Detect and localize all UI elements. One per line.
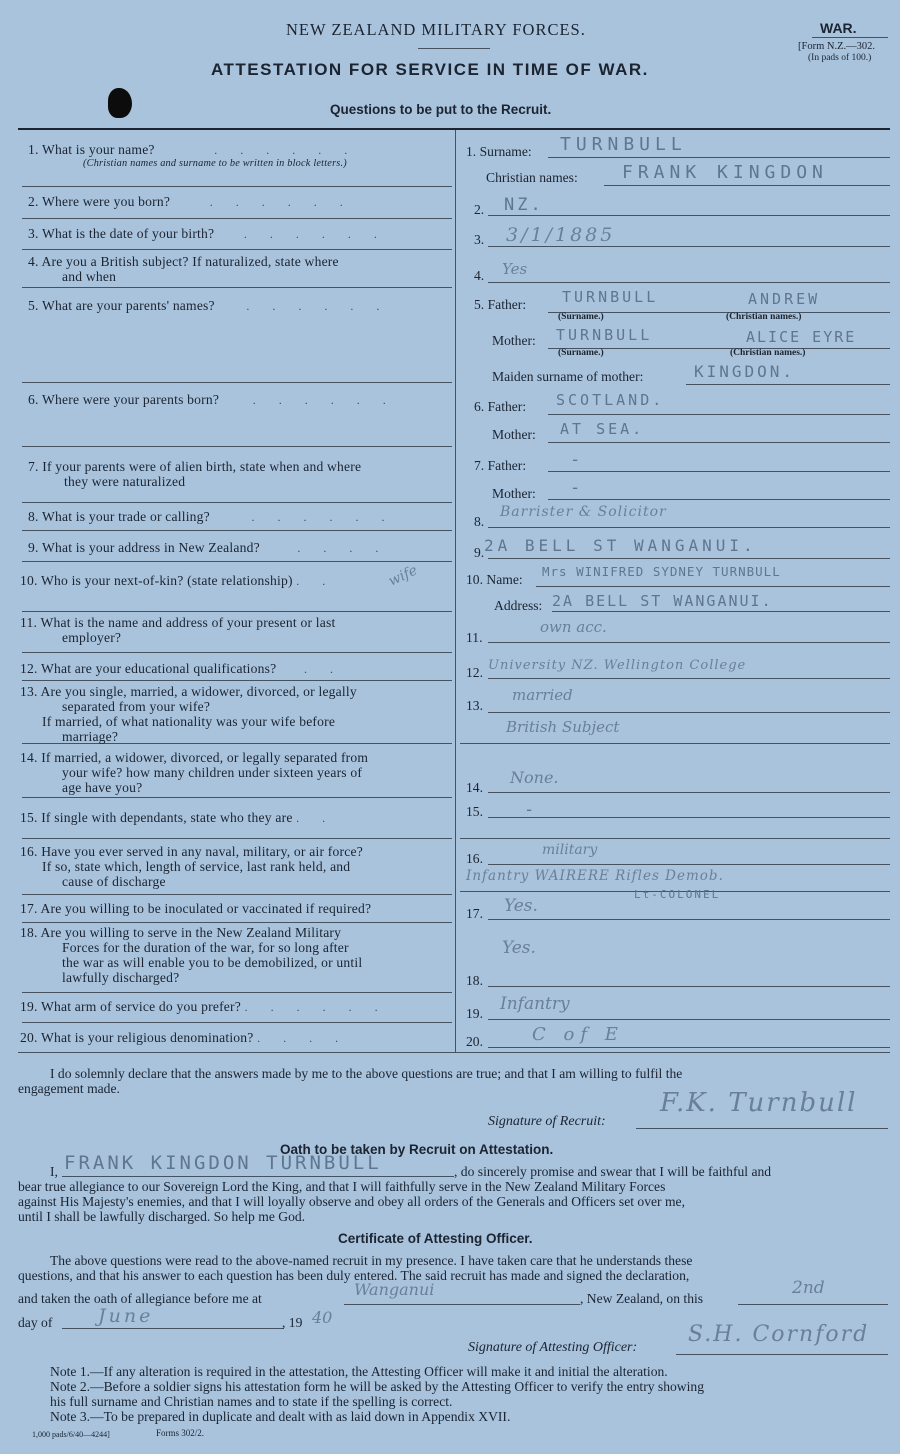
q-num: 10. [20,573,38,588]
question-7 [28,459,448,489]
footer-forms: Forms 302/2. [156,1428,205,1438]
q-note: (Christian names and surname to be written in block letters.) [83,158,347,169]
question-4 [28,254,448,284]
oath-line-3: against His Majesty's enemies, and that I will loyally observe and obey all orders of the Generals and Officers set over me, [18,1194,685,1209]
q-text: What are your parents' names? [41,298,215,313]
question-3 [28,226,448,242]
q-text: If your parents were of alien birth, state when and where [42,459,362,474]
q-num: 6. [28,392,39,407]
answer-wife-nationality[interactable]: British Subject [506,718,620,736]
q-num: 9. [28,540,39,555]
top-thick-rule [18,128,890,130]
answer-rule [488,986,890,987]
label-7-father: 7. Father: [474,458,527,473]
label-christian: Christian names: [486,170,578,185]
q-num: 20. [20,1030,38,1045]
q-text: cause of discharge [62,874,166,889]
answer-rule [488,246,890,247]
header-war: WAR. [820,20,857,36]
war-rule [812,37,888,38]
question-18 [20,925,450,985]
q-rule [22,446,452,447]
answer-rule [686,384,890,385]
answer-british[interactable]: Yes [502,260,528,278]
answer-rule [488,558,890,559]
answer-arm[interactable]: Infantry [500,994,570,1014]
label-mother-surname: (Surname.) [558,348,604,358]
q-text: Who is your next-of-kin? (state relationship) [40,573,293,588]
answer-mother-christian[interactable]: ALICE EYRE [746,328,857,346]
oath-name-rule [62,1176,454,1177]
q-rule [22,1022,452,1023]
label-20: 20. [466,1034,483,1049]
leader-dots: . . . . . . [246,299,390,313]
leader-dots: . . [296,574,336,588]
answer-address[interactable]: 2A BELL ST WANGANUI. [484,536,757,555]
answer-father-surname[interactable]: TURNBULL [562,288,659,306]
question-17 [20,901,450,916]
q-text: What is the date of your birth? [41,226,215,241]
q-rule [22,611,452,612]
q-text: What is the name and address of your present or last [40,615,336,630]
answer-dependants[interactable]: - [524,800,538,820]
q-rule [22,894,452,895]
answer-maiden[interactable]: KINGDON. [694,362,796,381]
answer-trade[interactable]: Barrister & Solicitor [500,504,667,520]
question-11 [20,615,450,645]
answer-service-rank[interactable]: Lt-COLONEL [634,888,721,901]
certificate-month-rule [62,1328,284,1329]
answer-dob[interactable]: 3/1/1885 [506,224,616,246]
q-rule [22,561,452,562]
certificate-day-rule [738,1304,888,1305]
leader-dots: . . . . . . [251,510,395,524]
signature-officer-label: Signature of Attesting Officer: [468,1340,638,1355]
q-rule [22,680,452,681]
form-subtitle: Questions to be put to the Recruit. [330,102,552,117]
answer-christian[interactable]: FRANK KINGDON [622,162,828,183]
q-text: What is your address in New Zealand? [41,540,260,555]
question-5 [28,298,448,314]
answer-rule [488,712,890,713]
q-text: What are your educational qualifications? [40,661,277,676]
oath-recruit-name[interactable]: FRANK KINGDON TURNBULL [64,1152,382,1174]
label-14: 14. [466,780,483,795]
certificate-line-2: questions, and that his answer to each question has been duly entered. The said recruit has made and signed the declaration, [18,1268,690,1283]
label-15: 15. [466,804,483,819]
q-num: 3. [28,226,39,241]
label-4: 4. [474,268,485,283]
oath-i: I, [50,1164,58,1179]
answer-nok-name[interactable]: Mrs WINIFRED SYDNEY TURNBULL [542,564,781,579]
q-text: lawfully discharged? [62,970,180,985]
answer-rule [488,792,890,793]
q-num: 14. [20,750,38,765]
answer-children[interactable]: None. [510,768,559,787]
certificate-place-rule [344,1304,580,1305]
signature-recruit[interactable]: F.K. Turnbull [660,1088,858,1118]
q-rule [22,218,452,219]
q-text: What arm of service do you prefer? [40,999,241,1014]
answer-rule [488,1047,890,1048]
answer-rule [548,499,890,500]
answer-rule [488,282,890,283]
note-2b: his full surname and Christian names and to state if the spelling is correct. [50,1394,453,1409]
label-6-mother: Mother: [492,427,536,442]
q-num: 11. [20,615,38,630]
q-num: 17. [20,901,38,916]
nok-relationship: wife [386,562,420,590]
oath-line-1: , do sincerely promise and swear that I will be faithful and [454,1164,772,1179]
oath-title: Oath to be taken by Recruit on Attestation. [280,1142,554,1157]
note-3: Note 3.—To be prepared in duplicate and dealt with as laid down in Appendix XVII. [50,1409,511,1424]
answer-rule [488,215,890,216]
answer-mother-born[interactable]: AT SEA. [560,420,645,438]
q-rule [22,186,452,187]
note-1: Note 1.—If any alteration is required in the attestation, the Attesting Officer will make it and initial the alteration. [50,1364,668,1379]
q-text: Where were your parents born? [41,392,220,407]
answer-surname[interactable]: TURNBULL [560,134,687,155]
label-mother-christian: (Christian names.) [730,348,806,358]
header-org: NEW ZEALAND MILITARY FORCES. [286,20,586,39]
q-rule [22,797,452,798]
label-nok-address: Address: [494,598,543,613]
q-text: What is your trade or calling? [41,509,210,524]
question-19 [20,999,450,1015]
q-num: 19. [20,999,38,1014]
leader-dots: . . . . . . [214,143,358,157]
label-father: 5. Father: [474,297,527,312]
answer-alien-father[interactable]: - [570,450,584,470]
column-divider [455,130,456,1052]
q-num: 4. [28,254,39,269]
leader-dots: . . . . . . [243,227,387,241]
label-father-christian: (Christian names.) [726,312,802,322]
answer-education[interactable]: University NZ. Wellington College [488,658,747,673]
question-14 [20,750,450,795]
answer-mother-surname[interactable]: TURNBULL [556,326,653,344]
question-8 [28,509,448,525]
certificate-year[interactable]: 40 [312,1308,333,1327]
q-text: If married, of what nationality was your wife before [42,714,336,729]
q-rule [22,287,452,288]
ink-blot-icon [108,88,132,118]
form-title: ATTESTATION FOR SERVICE IN TIME OF WAR. [211,60,649,79]
signature-officer[interactable]: S.H. Cornford [688,1322,870,1347]
leader-dots: . . . . . . [244,1000,388,1014]
label-maiden: Maiden surname of mother: [492,369,644,384]
answer-rule [488,817,890,818]
certificate-day[interactable]: 2nd [792,1278,825,1298]
label-mother: Mother: [492,333,536,348]
label-12: 12. [466,665,483,680]
answer-rule [548,471,890,472]
certificate-line-3b: , New Zealand, on this [580,1291,704,1306]
declaration-line-2: engagement made. [18,1081,120,1096]
certificate-line-3a: and taken the oath of allegiance before me at [18,1291,262,1306]
label-16: 16. [466,851,483,866]
q-text: If single with dependants, state who they are [41,810,293,825]
q-num: 13. [20,684,38,699]
answer-service-detail[interactable]: Infantry WAIRERE Rifles Demob. [466,868,724,884]
signature-recruit-label: Signature of Recruit: [488,1114,606,1129]
label-3: 3. [474,232,485,247]
answer-father-christian[interactable]: ANDREW [748,290,821,308]
question-2 [28,194,448,210]
q-text: If married, a widower, divorced, or legally separated from [41,750,369,765]
label-nok-name: 10. Name: [466,572,523,587]
question-1 [28,142,448,170]
answer-religion[interactable]: C of E [532,1024,624,1045]
answer-born[interactable]: NZ. [504,195,544,215]
q-num: 15. [20,810,38,825]
q-text: Are you a British subject? If naturalized, state where [41,254,339,269]
q-text: age have you? [62,780,143,795]
answer-rule [548,157,890,158]
certificate-place[interactable]: Wanganui [354,1280,435,1299]
answer-willing[interactable]: Yes. [502,938,536,958]
leader-dots: . . [296,811,336,825]
q-text: Are you willing to be inoculated or vaccinated if required? [40,901,372,916]
label-2: 2. [474,202,485,217]
q-text: your wife? how many children under sixteen years of [62,765,363,780]
answer-service-type[interactable]: military [542,842,598,858]
leader-dots: . . [303,662,343,676]
leader-dots: . . . . [257,1031,349,1045]
label-11: 11. [466,630,483,645]
answer-rule [488,1019,890,1020]
q-text: If so, state which, length of service, last rank held, and [42,859,351,874]
answer-rule [488,919,890,920]
q-rule [22,652,452,653]
q-text: and when [62,269,117,284]
label-7-mother: Mother: [492,486,536,501]
q-text: What is your religious denomination? [40,1030,254,1045]
footer-print-run: 1,000 pads/6/40—4244] [32,1430,110,1439]
certificate-month[interactable]: June [98,1305,154,1327]
question-13 [20,684,450,744]
q-text: employer? [62,630,122,645]
label-19: 19. [466,1006,483,1021]
leader-dots: . . . . . . [252,393,396,407]
question-12 [20,661,450,677]
question-9 [28,540,448,556]
q-num: 16. [20,844,38,859]
answer-rule [536,586,890,587]
q-text: Are you single, married, a widower, divorced, or legally [40,684,357,699]
bottom-table-rule [18,1052,890,1053]
answer-rule [552,611,890,612]
q-text: separated from your wife? [62,699,211,714]
label-9: 9. [474,545,485,560]
answer-rule [548,414,890,415]
question-16 [20,844,450,889]
oath-line-4: until I shall be lawfully discharged. So help me God. [18,1209,306,1224]
certificate-title: Certificate of Attesting Officer. [338,1231,533,1246]
q-rule [22,382,452,383]
answer-rule [488,864,890,865]
question-6 [28,392,448,408]
q-text: Have you ever served in any naval, military, or air force? [41,844,363,859]
q-text: Forces for the duration of the war, for so long after [62,940,349,955]
label-6-father: 6. Father: [474,399,527,414]
declaration-line-1: I do solemnly declare that the answers made by me to the above questions are true; and that I am willing to fulfil the [50,1066,683,1081]
q-text: they were naturalized [64,474,186,489]
q-num: 18. [20,925,38,940]
answer-rule [488,642,890,643]
form-number: [Form N.Z.—302. [798,41,875,52]
pads-note: (In pads of 100.) [808,53,872,63]
answer-inoculated[interactable]: Yes. [504,896,538,916]
q-rule [22,992,452,993]
q-num: 2. [28,194,39,209]
label-surname: 1. Surname: [466,144,532,159]
question-15 [20,810,450,826]
header-rule [418,48,490,49]
answer-rule [488,678,890,679]
leader-dots: . . . . . . [209,195,353,209]
label-father-surname: (Surname.) [558,312,604,322]
answer-rule [460,743,890,744]
q-num: 8. [28,509,39,524]
certificate-line-4b: , 19 [282,1315,303,1330]
question-20 [20,1030,450,1046]
q-num: 5. [28,298,39,313]
q-text: What is your name? [41,142,155,157]
certificate-line-4a: day of [18,1315,53,1330]
answer-employer[interactable]: own acc. [540,618,607,636]
label-13: 13. [466,698,483,713]
answer-rule [548,442,890,443]
label-17: 17. [466,906,483,921]
answer-rule [604,185,890,186]
q-rule [22,838,452,839]
leader-dots: . . . . [297,541,389,555]
q-rule [22,249,452,250]
answer-rule [488,527,890,528]
q-text: Are you willing to serve in the New Zealand Military [40,925,342,940]
oath-line-2: bear true allegiance to our Sovereign Lord the King, and that I will faithfully serve in the New Zealand Military Forces [18,1179,666,1194]
certificate-line-1: The above questions were read to the above-named recruit in my presence. I have taken care that he understands these [50,1253,693,1268]
q-num: 12. [20,661,38,676]
q-num: 1. [28,142,39,157]
q-num: 7. [28,459,39,474]
answer-rule [460,838,890,839]
q-text: the war as will enable you to be demobilized, or until [62,955,363,970]
q-text: Where were you born? [41,194,171,209]
answer-father-born[interactable]: SCOTLAND. [556,391,665,409]
answer-nok-address[interactable]: 2A BELL ST WANGANUI. [552,592,773,610]
q-rule [22,922,452,923]
answer-married[interactable]: married [512,686,573,704]
answer-alien-mother[interactable]: - [570,478,584,498]
signature-officer-rule [676,1354,888,1355]
q-text: marriage? [62,729,119,744]
label-18: 18. [466,973,483,988]
signature-recruit-rule [636,1128,888,1129]
q-rule [22,530,452,531]
note-2a: Note 2.—Before a soldier signs his attestation form he will be asked by the Attesting Officer to verify the entry showing [50,1379,704,1394]
q-rule [22,502,452,503]
label-8: 8. [474,514,485,529]
